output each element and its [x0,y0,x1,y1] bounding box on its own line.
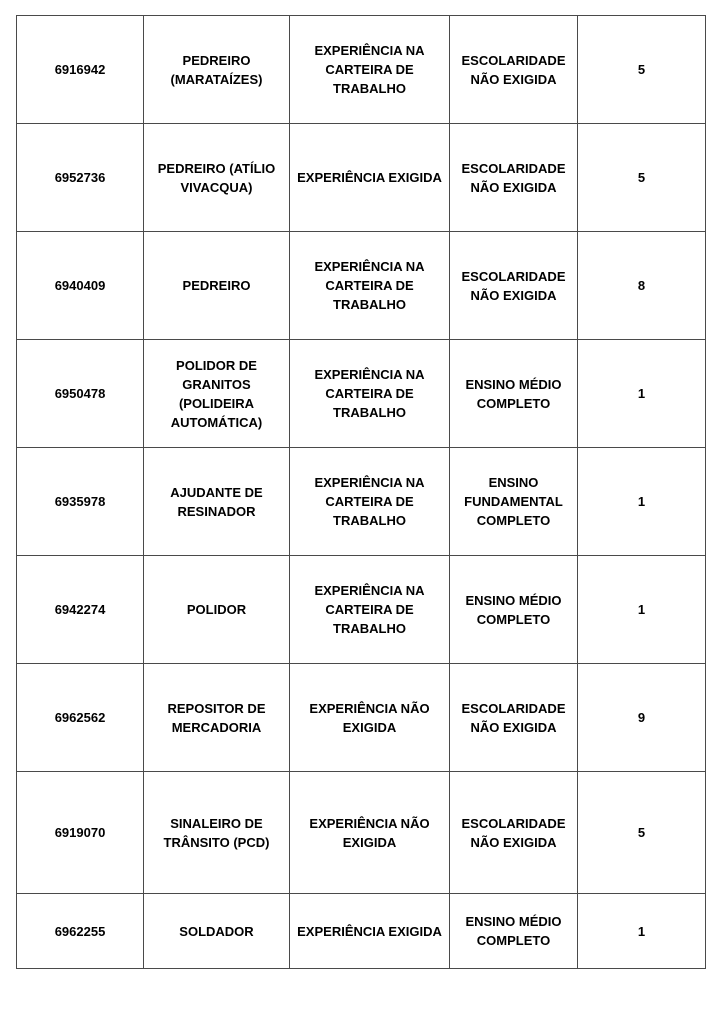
education-requirement: ESCOLARIDADE NÃO EXIGIDA [450,124,578,232]
vacancy-count: 8 [578,232,706,340]
table-row [17,124,706,232]
experience-requirement: EXPERIÊNCIA NA CARTEIRA DE TRABALHO [290,232,450,340]
vacancy-count: 1 [578,448,706,556]
education-requirement: ESCOLARIDADE NÃO EXIGIDA [450,232,578,340]
vacancy-count: 9 [578,664,706,772]
vacancy-count: 1 [578,340,706,448]
experience-requirement: EXPERIÊNCIA EXIGIDA [290,124,450,232]
vacancy-code: 6962255 [17,894,144,969]
table-row [17,16,706,124]
vacancy-count: 5 [578,772,706,894]
experience-requirement: EXPERIÊNCIA NA CARTEIRA DE TRABALHO [290,340,450,448]
experience-requirement: EXPERIÊNCIA EXIGIDA [290,894,450,969]
job-title: SINALEIRO DE TRÂNSITO (PCD) [144,772,290,894]
education-requirement: ENSINO FUNDAMENTAL COMPLETO [450,448,578,556]
job-title: PEDREIRO [144,232,290,340]
vacancy-count: 1 [578,894,706,969]
experience-requirement: EXPERIÊNCIA NA CARTEIRA DE TRABALHO [290,16,450,124]
vacancy-code: 6950478 [17,340,144,448]
job-title: POLIDOR DE GRANITOS (POLIDEIRA AUTOMÁTICA) [144,340,290,448]
education-requirement: ESCOLARIDADE NÃO EXIGIDA [450,664,578,772]
education-requirement: ENSINO MÉDIO COMPLETO [450,340,578,448]
vacancy-code: 6919070 [17,772,144,894]
vacancy-code: 6916942 [17,16,144,124]
job-title: REPOSITOR DE MERCADORIA [144,664,290,772]
table-row [17,664,706,772]
education-requirement: ENSINO MÉDIO COMPLETO [450,894,578,969]
table-row [17,556,706,664]
vacancy-count: 5 [578,16,706,124]
job-title: AJUDANTE DE RESINADOR [144,448,290,556]
table-row [17,894,706,969]
job-title: SOLDADOR [144,894,290,969]
education-requirement: ESCOLARIDADE NÃO EXIGIDA [450,16,578,124]
vacancy-code: 6962562 [17,664,144,772]
education-requirement: ENSINO MÉDIO COMPLETO [450,556,578,664]
vacancy-count: 5 [578,124,706,232]
vacancy-code: 6935978 [17,448,144,556]
job-title: PEDREIRO (MARATAÍZES) [144,16,290,124]
vacancy-code: 6952736 [17,124,144,232]
vacancy-code: 6942274 [17,556,144,664]
experience-requirement: EXPERIÊNCIA NÃO EXIGIDA [290,664,450,772]
education-requirement: ESCOLARIDADE NÃO EXIGIDA [450,772,578,894]
table-row [17,448,706,556]
job-title: PEDREIRO (ATÍLIO VIVACQUA) [144,124,290,232]
experience-requirement: EXPERIÊNCIA NA CARTEIRA DE TRABALHO [290,448,450,556]
job-title: POLIDOR [144,556,290,664]
job-vacancies-table [16,15,706,969]
table-row [17,772,706,894]
table-row [17,340,706,448]
experience-requirement: EXPERIÊNCIA NA CARTEIRA DE TRABALHO [290,556,450,664]
table-row [17,232,706,340]
vacancy-count: 1 [578,556,706,664]
experience-requirement: EXPERIÊNCIA NÃO EXIGIDA [290,772,450,894]
vacancy-code: 6940409 [17,232,144,340]
